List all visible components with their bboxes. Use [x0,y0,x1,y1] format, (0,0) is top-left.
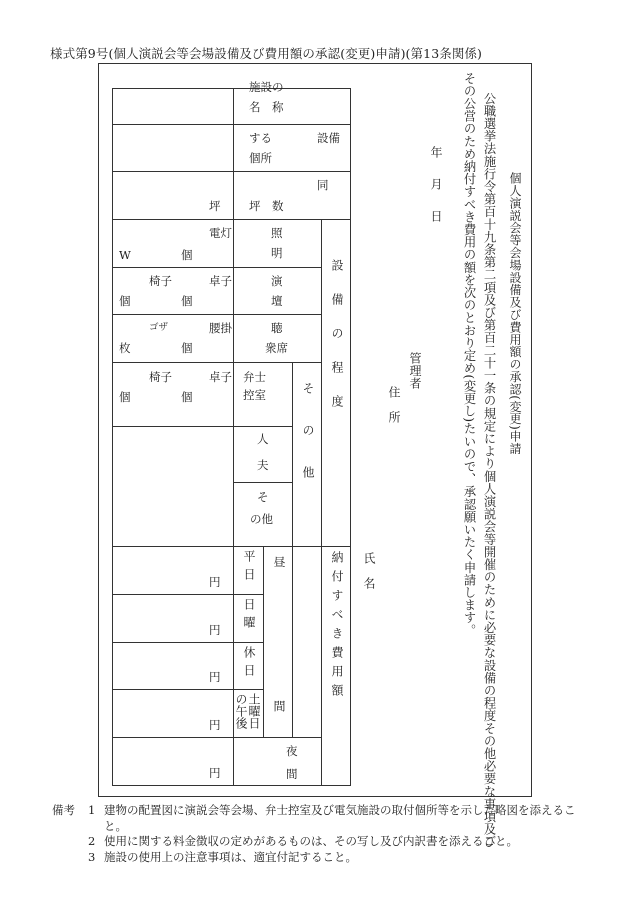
facility-name-label-1: 施設の [249,80,284,94]
ninpu-label-1: 人 [257,432,269,446]
unit-ko-1: 個 [181,248,193,262]
remark-item: 3 施設の使用上の注意事項は、適宜付記すること。 [88,849,357,864]
facility-name-label-2: 名 称 [249,100,284,114]
hikae-label-1: 弁士 [243,370,266,384]
other-label: その他 [301,382,315,508]
unit-en-4: 円 [209,718,221,732]
lighting-label-1: 照 [271,226,283,240]
equip-location-label-2: する [249,131,272,145]
unit-en-3: 円 [209,670,221,684]
date-label: 年 月 日 [429,146,443,226]
fee-label: 納付すべき費用額 [330,551,344,703]
application-body-2: その公営のため納付すべき費用の額を次のとおり定め(変更し)たいので、承認願いたく申請します。 [462,72,476,637]
unit-en-2: 円 [209,623,221,637]
address-label: 住 所 [387,386,401,424]
unit-en-1: 円 [209,575,221,589]
unit-ko-6: 個 [181,390,193,404]
audience-label-1: 聴 [271,321,283,335]
night-label-1: 夜 [286,744,298,758]
daytime-label: 昼 間 [272,556,286,772]
unit-goza: ゴザ [149,322,169,333]
unit-takushi-2: 卓子 [209,370,232,384]
equipment-degree-label: 設備の程度 [330,259,344,429]
unit-takushi-1: 卓子 [209,274,232,288]
unit-ko-4: 個 [181,341,193,355]
weekday-label: 平日 [242,550,256,586]
audience-label-2: 衆席 [265,341,288,355]
manager-label: 管理者 [408,352,422,390]
sonota-label-1: そ [257,490,269,504]
unit-tsubo: 坪 [209,199,221,213]
floor-area-label-2: 坪 数 [249,199,284,213]
lighting-label-2: 明 [271,246,283,260]
equip-location-label-3: 個所 [249,151,272,165]
equip-location-label-1: 設備 [317,131,340,145]
remarks-label: 備考 [52,803,75,817]
remarks [52,803,592,865]
sunday-label: 日曜 [242,598,256,634]
unit-mai: 枚 [119,341,131,355]
application-body-1: 公職選挙法施行令第百十九条第二項及び第百二十一条の規定により個人演説会等開催のために必要な設備の程度その他必要な事項及び [482,92,496,848]
remark-item: 2 使用に関する料金徴収の定めがあるものは、その写し及び内訳書を添えること。 [88,834,518,848]
hikae-label-2: 控室 [243,388,266,402]
unit-ko-2: 個 [119,294,131,308]
floor-area-label-1: 同 [317,178,329,192]
form-title: 様式第9号(個人演説会等会場設備及び費用額の承認(変更)申請)(第13条関係) [50,46,483,61]
unit-isu-2: 椅子 [149,370,172,384]
unit-ko-5: 個 [119,390,131,404]
stage-label-2: 壇 [271,294,283,308]
holiday-label: 休日 [242,646,256,682]
unit-dento: 電灯 [209,226,232,240]
unit-en-5: 円 [209,766,221,780]
night-label-2: 間 [286,767,298,781]
stage-label-1: 演 [271,274,283,288]
sonota-label-2: の他 [250,512,273,526]
remark-item: 備考 1 建物の配置図に演説会等会場、弁士控室及び電気施設の取付個所等を示した略図を添えること。 [52,803,576,833]
unit-ko-3: 個 [181,294,193,308]
name-label: 氏 名 [362,552,376,590]
saturday-label-2: の午後 [234,693,248,729]
ninpu-label-2: 夫 [257,458,269,472]
application-heading: 個人演説会等会場設備及び費用額の承認(変更)申請 [508,172,522,455]
unit-koshikake: 腰掛 [209,321,232,335]
unit-isu-1: 椅子 [149,274,172,288]
saturday-label-1: 土曜日 [247,693,261,729]
unit-w: W [119,248,131,262]
